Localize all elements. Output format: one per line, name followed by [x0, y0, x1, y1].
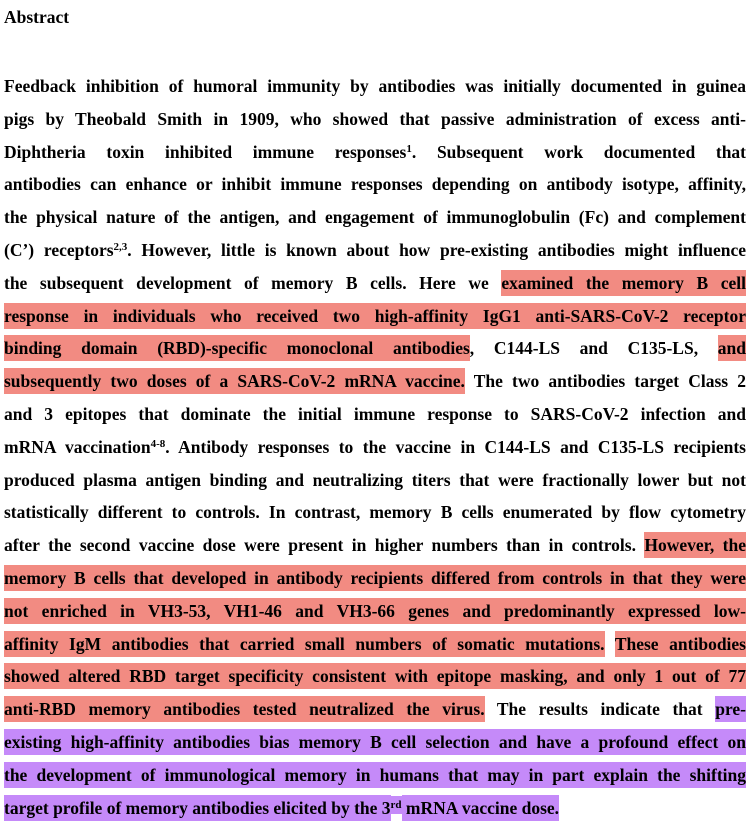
citation-superscript: 2,3	[113, 240, 128, 253]
abstract-body	[4, 70, 746, 816]
text-segment: antibodies can enhance or inhibit immune responses depending on antibody isotype, affinity,	[4, 174, 746, 195]
text-segment: Feedback inhibition of humoral immunity by antibodies was initially documented in guinea	[4, 76, 746, 96]
highlight-red: However, the	[644, 532, 746, 558]
highlight-red: memory B cells that developed in antibody recipients differed from controls in that they were	[4, 565, 746, 591]
highlight-purple: mRNA vaccine dose.	[402, 795, 559, 821]
text-segment: . Antibody responses to the vaccine in C144-LS and C135-LS recipients	[165, 436, 746, 457]
abstract-line	[4, 365, 746, 398]
highlight-red: These antibodies	[615, 631, 746, 657]
abstract-line	[4, 398, 746, 431]
abstract-line	[4, 792, 746, 824]
citation-superscript: 4-8	[150, 437, 166, 450]
text-segment: (C’) receptors	[4, 239, 114, 260]
abstract-line	[4, 234, 746, 267]
abstract-line	[4, 267, 746, 300]
abstract-line	[4, 464, 746, 497]
highlight-purple: existing high-affinity antibodies bias memory B cell selection and have a profound effect on	[4, 729, 746, 755]
text-segment: . However, little is known about how pre-existing antibodies might influence	[127, 239, 746, 260]
abstract-line	[4, 529, 746, 562]
superscript: rd	[391, 796, 402, 814]
abstract-line	[4, 595, 746, 628]
abstract-heading: Abstract	[4, 7, 70, 27]
abstract-line	[4, 496, 746, 529]
abstract-line	[4, 300, 746, 333]
text-segment: statistically different to controls. In contrast, memory B cells enumerated by flow cytometry	[4, 502, 746, 523]
text-segment: the subsequent development of memory B cells. Here we	[4, 272, 502, 293]
highlight-red: subsequently two doses of a SARS-CoV-2 mRNA vaccine.	[4, 368, 465, 394]
abstract-line	[4, 660, 746, 693]
citation-superscript: 1	[406, 142, 412, 155]
abstract-line	[4, 136, 746, 169]
text-segment: The results indicate that	[484, 699, 716, 720]
highlight-red: response in individuals who received two high-affinity IgG1 anti-SARS-CoV-2 receptor	[4, 303, 746, 329]
abstract-line	[4, 332, 746, 365]
highlight-red: not enriched in VH3-53, VH1-46 and VH3-66 genes and predominantly expressed low-	[4, 598, 746, 624]
text-segment: the physical nature of the antigen, and engagement of immunoglobulin (Fc) and complement	[4, 207, 746, 228]
highlight-red: examined the memory B cell	[501, 270, 746, 296]
highlight-red: anti-RBD memory antibodies tested neutralized the virus.	[4, 696, 485, 722]
abstract-line	[4, 70, 746, 103]
abstract-line	[4, 562, 746, 595]
text-segment: Diphtheria toxin inhibited immune responses	[4, 141, 407, 162]
highlight-purple: pre-	[715, 696, 746, 722]
highlight-red: affinity IgM antibodies that carried small numbers of somatic mutations.	[4, 631, 605, 657]
abstract-line	[4, 431, 746, 464]
text-segment: pigs by Theobald Smith in 1909, who showed that passive administration of excess anti-	[4, 108, 746, 129]
abstract-line	[4, 628, 746, 661]
text-segment	[605, 634, 615, 654]
highlight-red: showed altered RBD target specificity consistent with epitope masking, and only 1 out of 77	[4, 663, 746, 689]
text-segment: after the second vaccine dose were present in higher numbers than in controls.	[4, 535, 645, 556]
highlight-purple: target profile of memory antibodies elicited by the 3	[4, 795, 391, 821]
text-segment: and 3 epitopes that dominate the initial immune response to SARS-CoV-2 infection and	[4, 403, 746, 424]
text-segment: produced plasma antigen binding and neutralizing titers that were fractionally lower but not	[4, 469, 746, 490]
abstract-line	[4, 168, 746, 201]
highlight-red: and	[718, 335, 746, 361]
highlight-purple: the development of immunological memory in humans that may in part explain the shifting	[4, 762, 746, 788]
abstract-line	[4, 201, 746, 234]
abstract-line	[4, 726, 746, 759]
text-segment: mRNA vaccination	[4, 436, 151, 457]
abstract-line	[4, 693, 746, 726]
abstract-line	[4, 759, 746, 792]
highlight-red: binding domain (RBD)-specific monoclonal antibodies	[4, 335, 470, 361]
text-segment: . Subsequent work documented that	[411, 141, 747, 162]
text-segment: , C144-LS and C135-LS,	[469, 338, 718, 359]
text-segment: The two antibodies target Class 2	[464, 371, 746, 392]
abstract-line	[4, 103, 746, 136]
